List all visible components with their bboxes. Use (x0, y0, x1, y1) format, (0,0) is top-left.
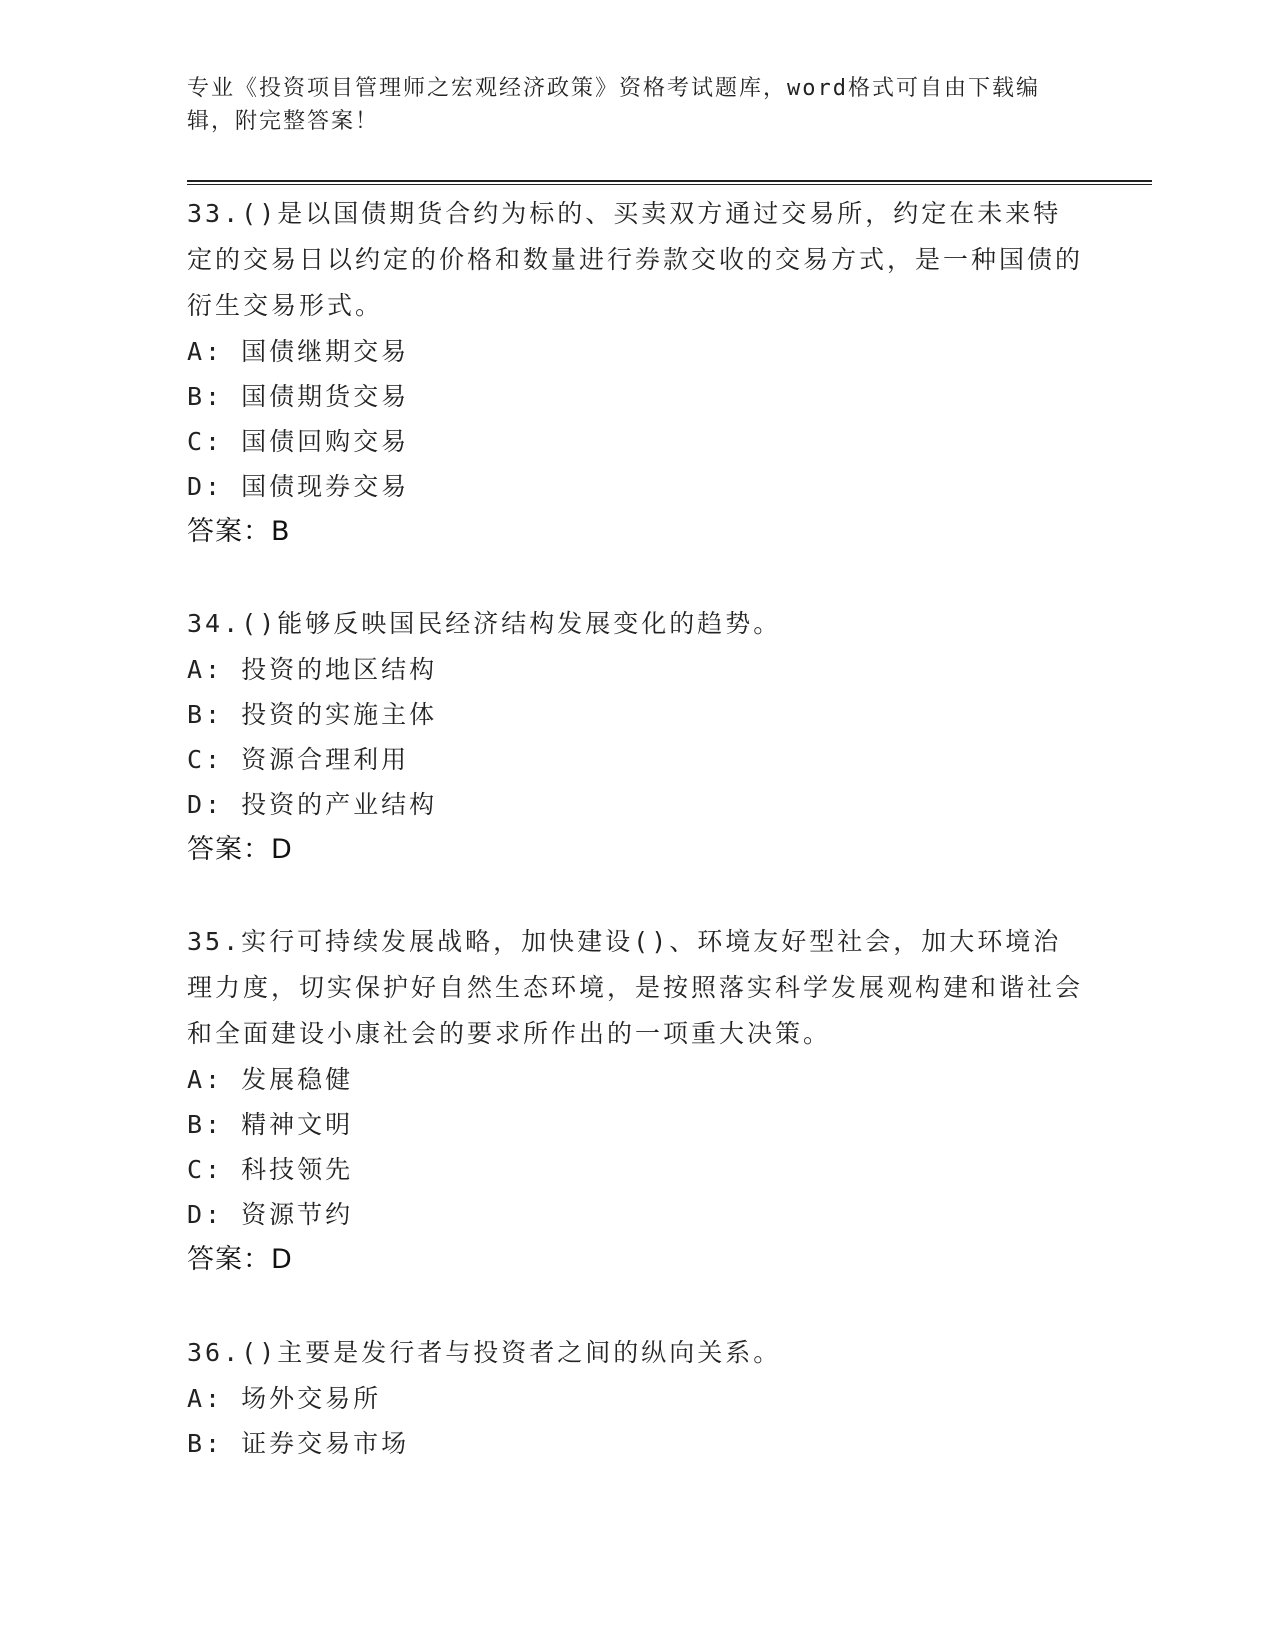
question-35 (187, 919, 1087, 1283)
question-stem: 33.()是以国债期货合约为标的、买卖双方通过交易所，约定在未来特定的交易日以约定的价格和数量进行券款交收的交易方式，是一种国债的衍生交易形式。 (187, 199, 1084, 320)
answer: 答案：B (187, 516, 291, 547)
option-a: A: 投资的地区结构 (187, 655, 438, 684)
option-c: C: 科技领先 (187, 1155, 354, 1184)
header-divider-bottom (187, 184, 1152, 185)
header-text: 专业《投资项目管理师之宏观经济政策》资格考试题库，word格式可自由下载编辑，附完整答案！ (187, 76, 1040, 134)
option-a: A: 国债继期交易 (187, 337, 410, 366)
option-c: C: 国债回购交易 (187, 427, 410, 456)
option-d: D: 国债现券交易 (187, 472, 410, 501)
option-b: B: 精神文明 (187, 1110, 354, 1139)
question-36 (187, 1330, 1087, 1466)
option-a: A: 场外交易所 (187, 1384, 382, 1413)
header-divider-top (187, 180, 1152, 182)
option-b: B: 国债期货交易 (187, 382, 410, 411)
answer: 答案：D (187, 834, 293, 865)
question-33 (187, 191, 1087, 555)
question-stem: 34.()能够反映国民经济结构发展变化的趋势。 (187, 609, 782, 638)
document-header (187, 72, 1067, 138)
answer: 答案：D (187, 1244, 293, 1275)
option-c: C: 资源合理利用 (187, 745, 410, 774)
option-d: D: 资源节约 (187, 1200, 354, 1229)
option-a: A: 发展稳健 (187, 1065, 354, 1094)
question-stem: 35.实行可持续发展战略，加快建设()、环境友好型社会，加大环境治理力度，切实保护好自然生态环境，是按照落实科学发展观构建和谐社会和全面建设小康社会的要求所作出的一项重大决策。 (187, 927, 1084, 1048)
question-34 (187, 601, 1087, 873)
option-b: B: 投资的实施主体 (187, 700, 438, 729)
option-d: D: 投资的产业结构 (187, 790, 438, 819)
option-b: B: 证券交易市场 (187, 1429, 410, 1458)
question-stem: 36.()主要是发行者与投资者之间的纵向关系。 (187, 1338, 782, 1367)
